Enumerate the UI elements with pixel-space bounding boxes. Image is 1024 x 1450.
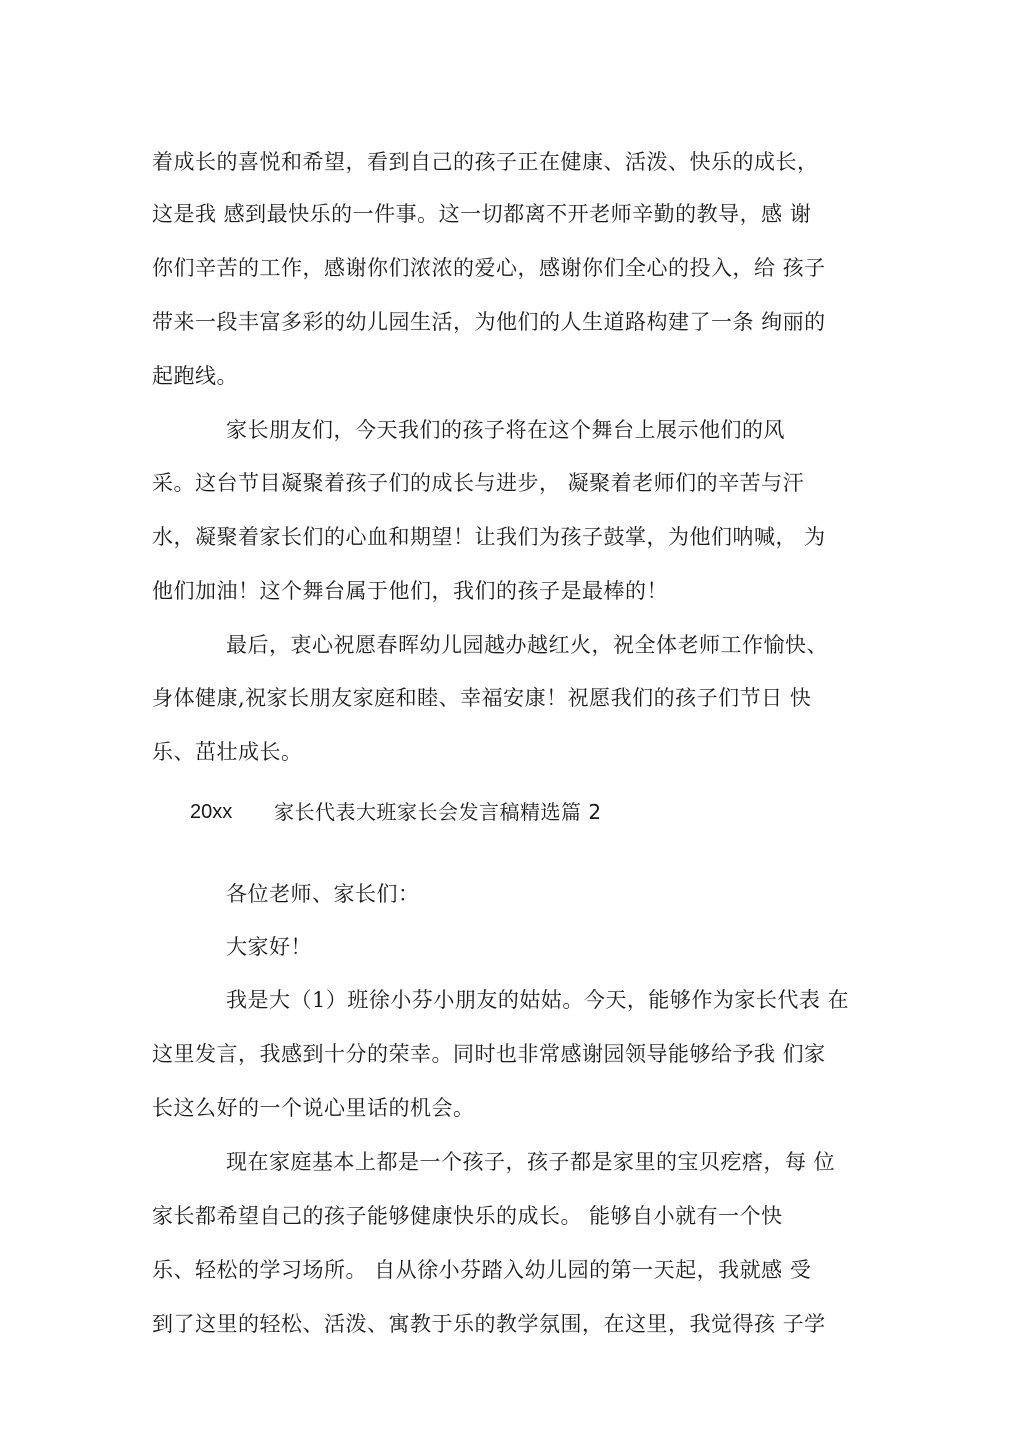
paragraph-line: 身体健康,祝家长朋友家庭和睦、幸福安康！祝愿我们的孩子们节日 快 (152, 686, 812, 710)
paragraph-line: 起跑线。 (152, 364, 238, 388)
paragraph-line: 最后，衷心祝愿春晖幼儿园越办越红火，祝全体老师工作愉快、 (226, 633, 828, 657)
paragraph-line: 你们辛苦的工作，感谢你们浓浓的爱心，感谢你们全心的投入，给 孩子 (152, 256, 826, 280)
section-heading-title: 家长代表大班家长会发言稿精选篇 2 (274, 800, 602, 824)
paragraph-line: 采。这台节目凝聚着孩子们的成长与进步， 凝聚着老师们的辛苦与汗 (152, 471, 805, 495)
paragraph-line: 家长都希望自己的孩子能够健康快乐的成长。 能够自小就有一个快 (152, 1204, 783, 1228)
paragraph-line: 到了这里的轻松、活泼、寓教于乐的教学氛围，在这里，我觉得孩 子学 (152, 1312, 826, 1336)
paragraph-line: 大家好！ (226, 935, 312, 959)
paragraph-line: 带来一段丰富多彩的幼儿园生活，为他们的人生道路构建了一条 绚丽的 (152, 310, 826, 334)
paragraph-line: 各位老师、家长们： (226, 882, 420, 906)
paragraph-line: 这是我 感到最快乐的一件事。这一切都离不开老师辛勤的教导，感 谢 (152, 202, 812, 226)
paragraph-line: 家长朋友们，今天我们的孩子将在这个舞台上展示他们的风 (226, 418, 785, 442)
paragraph-line: 他们加油！这个舞台属于他们，我们的孩子是最棒的！ (152, 579, 668, 603)
paragraph-line: 水，凝聚着家长们的心血和期望！让我们为孩子鼓掌，为他们呐喊， 为 (152, 525, 826, 549)
paragraph-line: 这里发言，我感到十分的荣幸。同时也非常感谢园领导能够给予我 们家 (152, 1042, 826, 1066)
paragraph-line: 乐、茁壮成长。 (152, 740, 303, 764)
paragraph-line: 乐、轻松的学习场所。 自从徐小芬踏入幼儿园的第一天起，我就感 受 (152, 1258, 812, 1282)
section-heading-year: 20xx (190, 801, 233, 823)
paragraph-line: 长这么好的一个说心里话的机会。 (152, 1096, 475, 1120)
paragraph-line: 着成长的喜悦和希望，看到自己的孩子正在健康、活泼、快乐的成长， (152, 150, 819, 174)
paragraph-line: 现在家庭基本上都是一个孩子，孩子都是家里的宝贝疙瘩，每 位 (226, 1150, 836, 1174)
paragraph-line: 我是大（1）班徐小芬小朋友的姑姑。今天，能够作为家长代表 在 (226, 988, 850, 1012)
